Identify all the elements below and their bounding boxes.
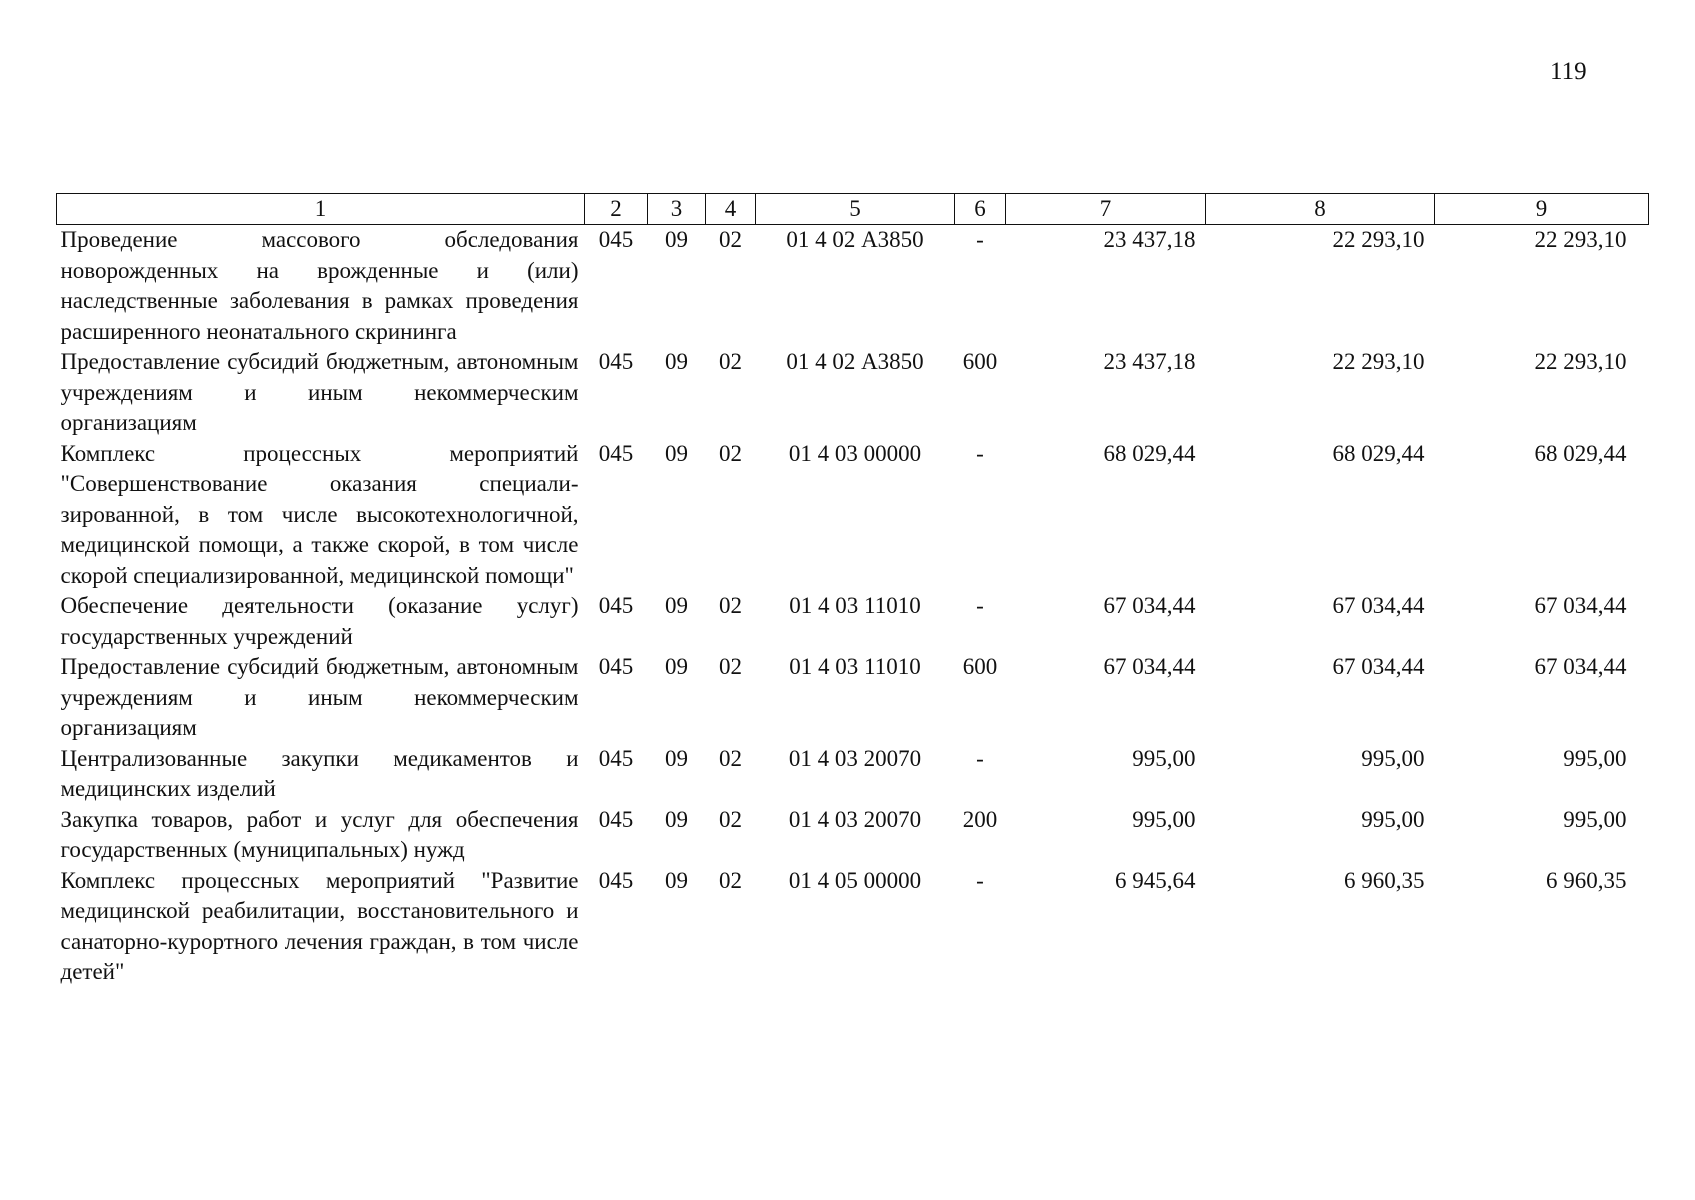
row-col-3: 09 — [665, 227, 688, 252]
column-header-5: 5 — [756, 194, 955, 225]
row-col-5: 01 4 03 11010 — [789, 593, 921, 618]
row-col-8: 22 293,10 — [1332, 349, 1425, 374]
row-col-2: 045 — [598, 440, 634, 466]
row-col-9: 22 293,10 — [1534, 349, 1627, 374]
row-col-7: 67 034,44 — [1103, 593, 1196, 618]
row-col-8: 995,00 — [1361, 806, 1425, 832]
row-col-4: 02 — [719, 867, 742, 893]
row-col-6: - — [976, 227, 984, 252]
table-row — [57, 866, 1649, 988]
row-col-6: - — [976, 745, 984, 771]
row-col-6: 600 — [962, 654, 998, 679]
row-col-7: 68 029,44 — [1103, 440, 1196, 466]
row-name: Закупка товаров, работ и услуг для обеспечения государственных (муниципальных) нужд — [60, 806, 579, 862]
row-col-9: 68 029,44 — [1534, 440, 1627, 466]
table-row — [57, 439, 1649, 592]
table-row — [57, 347, 1649, 439]
row-col-8: 68 029,44 — [1332, 440, 1425, 466]
row-col-3: 09 — [665, 806, 688, 832]
row-col-7: 995,00 — [1132, 745, 1196, 771]
row-col-2: 045 — [598, 745, 634, 771]
row-col-8: 22 293,10 — [1332, 227, 1425, 252]
row-col-3: 09 — [665, 654, 688, 679]
column-header-1: 1 — [57, 194, 585, 225]
row-col-4: 02 — [719, 349, 742, 374]
row-col-2: 045 — [598, 349, 634, 374]
row-col-9: 6 960,35 — [1546, 867, 1627, 893]
row-col-5: 01 4 03 11010 — [789, 654, 921, 679]
row-name: Централизованные закупки медикаментов и медицинских изделий — [60, 745, 579, 801]
row-col-7: 6 945,64 — [1115, 867, 1196, 893]
row-name: Обеспечение деятельности (оказание услуг) государственных учреждений — [60, 593, 579, 649]
column-header-2: 2 — [585, 194, 648, 225]
column-header-6: 6 — [955, 194, 1006, 225]
row-col-9: 995,00 — [1563, 745, 1627, 771]
row-col-5: 01 4 03 00000 — [788, 440, 922, 466]
row-col-6: 200 — [962, 806, 998, 832]
column-header-4: 4 — [706, 194, 756, 225]
row-col-2: 045 — [598, 806, 634, 832]
table-header-row — [57, 194, 1649, 225]
row-col-3: 09 — [665, 349, 688, 374]
row-col-4: 02 — [719, 227, 742, 252]
row-col-8: 67 034,44 — [1332, 654, 1425, 679]
row-col-4: 02 — [719, 745, 742, 771]
row-col-8: 6 960,35 — [1344, 867, 1425, 893]
column-header-9: 9 — [1435, 194, 1649, 225]
row-col-4: 02 — [719, 440, 742, 466]
table-row — [57, 652, 1649, 744]
row-col-9: 995,00 — [1563, 806, 1627, 832]
row-name: Комплекс процессных мероприятий "Развитие медицинской реабилитации, восстановительного и санаторно-курортного лечения граждан, в том числе детей" — [60, 867, 579, 984]
row-col-7: 23 437,18 — [1103, 227, 1196, 252]
row-col-2: 045 — [598, 654, 634, 679]
column-header-3: 3 — [648, 194, 706, 225]
row-col-5: 01 4 02 А3850 — [786, 227, 924, 252]
page-number: 119 — [1550, 58, 1587, 85]
row-col-2: 045 — [598, 227, 634, 252]
row-name: Комплекс процессных мероприятий "Совершенствование оказания специали-зированной, в том числе высокотехнологичной, медицинской помощи, а также скорой, в том числе скорой специализированной, медицинской помощи" — [60, 440, 579, 588]
row-name: Предоставление субсидий бюджетным, автономным учреждениям и иным некоммерческим организациям — [60, 349, 579, 435]
row-col-9: 22 293,10 — [1534, 227, 1627, 252]
table-row — [57, 805, 1649, 866]
row-col-5: 01 4 02 А3850 — [786, 349, 924, 374]
column-header-7: 7 — [1006, 194, 1206, 225]
row-col-4: 02 — [719, 593, 742, 618]
row-col-7: 23 437,18 — [1103, 349, 1196, 374]
row-col-3: 09 — [665, 867, 688, 893]
row-col-3: 09 — [665, 593, 688, 618]
row-col-7: 995,00 — [1132, 806, 1196, 832]
table-row — [57, 225, 1649, 348]
row-col-2: 045 — [598, 867, 634, 893]
row-col-9: 67 034,44 — [1534, 654, 1627, 679]
budget-table — [56, 193, 1649, 988]
row-col-6: 600 — [962, 349, 998, 374]
row-col-7: 67 034,44 — [1103, 654, 1196, 679]
row-col-5: 01 4 03 20070 — [788, 806, 922, 832]
row-col-3: 09 — [665, 440, 688, 466]
row-col-4: 02 — [719, 806, 742, 832]
row-col-4: 02 — [719, 654, 742, 679]
table-row — [57, 591, 1649, 652]
row-col-5: 01 4 05 00000 — [788, 867, 922, 893]
row-col-5: 01 4 03 20070 — [788, 745, 922, 771]
row-col-3: 09 — [665, 745, 688, 771]
row-col-8: 67 034,44 — [1332, 593, 1425, 618]
row-name: Предоставление субсидий бюджетным, автономным учреждениям и иным некоммерческим организациям — [60, 654, 579, 740]
row-col-6: - — [976, 867, 984, 893]
row-col-8: 995,00 — [1361, 745, 1425, 771]
row-col-9: 67 034,44 — [1534, 593, 1627, 618]
table-row — [57, 744, 1649, 805]
row-name: Проведение массового обследования новорожденных на врожденные и (или) наследственные заболевания в рамках проведения расширенного неонатального скрининга — [60, 227, 579, 344]
row-col-6: - — [976, 593, 984, 618]
row-col-2: 045 — [598, 593, 634, 618]
row-col-6: - — [976, 440, 984, 466]
column-header-8: 8 — [1206, 194, 1435, 225]
